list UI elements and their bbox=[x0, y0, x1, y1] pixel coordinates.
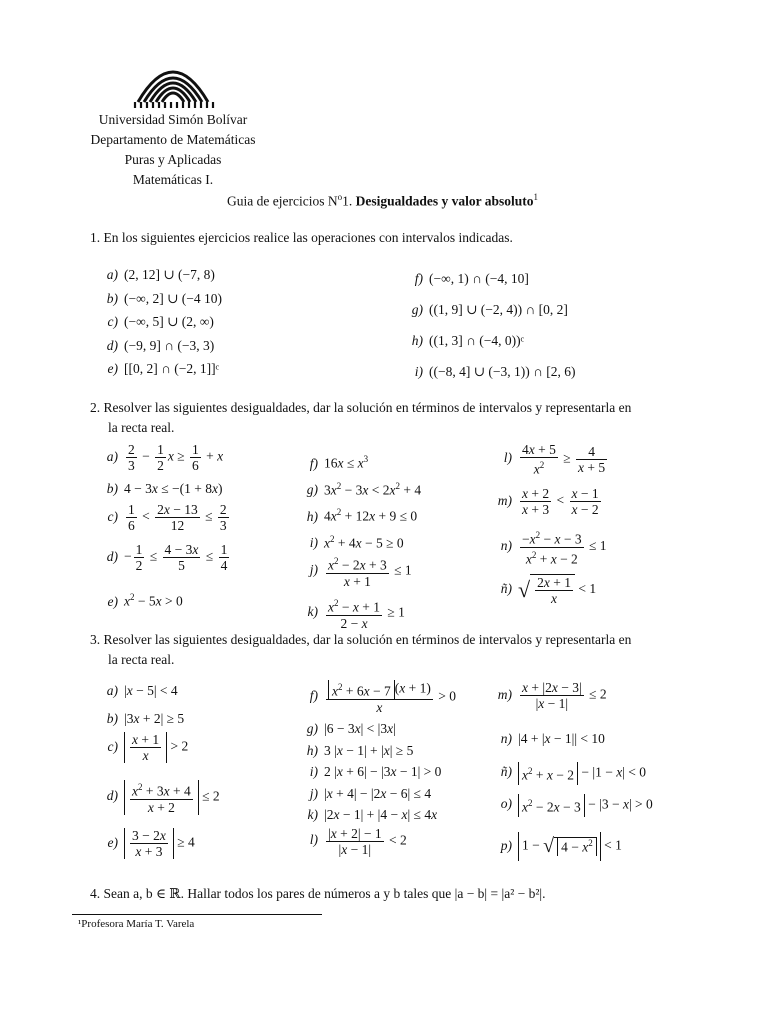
list-item: a) $\frac{2}{3}$ − $\frac{1}{2}$ x ≥ $\frac{1}{6}$ + x bbox=[106, 442, 224, 473]
list-item: h) ((1, 3] ∩ (−4, 0))ᶜ bbox=[411, 333, 525, 348]
list-item: e) [[0, 2] ∩ (−2, 1]]ᶜ bbox=[107, 361, 220, 376]
list-item: ñ) √ $\frac{2x + 1}{x}$ < 1 bbox=[500, 575, 597, 606]
q3-list bbox=[300, 718, 456, 826]
question-1-intro: 1. En los siguientes ejercicios realice las operaciones con intervalos indicadas. bbox=[90, 230, 513, 245]
list-item: h) 3 |x − 1| + |x| ≥ 5 bbox=[306, 742, 414, 758]
list-item: n) $\frac{-x^2 - x - 3}{x^2 + x - 2}$ ≤ 1 bbox=[500, 530, 607, 566]
division-name: Puras y Aplicadas bbox=[124, 152, 222, 167]
list-item: a) |x − 5| < 4 bbox=[106, 683, 178, 698]
list-item: i) 2 |x + 6| − |3x − 1| > 0 bbox=[309, 764, 442, 779]
list-item: m) $\frac{x + 2}{x + 3}$ < $\frac{x - 1}{x - 2}$ bbox=[497, 486, 599, 517]
list-item: l) $\frac{4x + 5}{x^2}$ ≥ $\frac{4}{x + 5}$ bbox=[503, 442, 606, 477]
list-item: g) ((1, 9] ∪ (−2, 4)) ∩ [0, 2] bbox=[411, 302, 568, 317]
question-2-intro: 2. Resolver las siguientes desigualdades, dar la solución en términos de intervalos y representarla en la recta real. bbox=[90, 400, 632, 435]
list-item: g) |6 − 3x| < |3x| bbox=[306, 721, 396, 736]
q2-col-l bbox=[494, 442, 609, 606]
list-item: k) |2x − 1| + |4 − x| ≤ 4x bbox=[307, 807, 438, 822]
footnote-rule bbox=[72, 914, 322, 915]
list-item: e) $\frac{3 - 2x}{x + 3}$ ≥ 4 bbox=[107, 828, 195, 859]
list-item: i) ((−8, 4] ∪ (−3, 1)) ∩ [2, 6) bbox=[414, 364, 576, 379]
q1-right-column bbox=[405, 263, 576, 387]
q3-col-a bbox=[100, 682, 220, 859]
list-item: b) (−∞, 2] ∪ (−4 10) bbox=[106, 290, 223, 306]
q2-col-f bbox=[300, 448, 421, 631]
list-item: ñ) $x^2 + x - 2 - |1 - x| < 0$ bbox=[494, 762, 653, 794]
header-block bbox=[60, 110, 286, 190]
university-logo bbox=[130, 52, 216, 108]
list-item: n) |4 + |x − 1|| < 10 bbox=[500, 731, 605, 746]
list-item: c) (−∞, 5] ∪ (2, ∞) bbox=[107, 314, 214, 329]
list-item: d) − $\frac{1}{2}$ ≤ $\frac{4 - 3x}{5}$ ≤ $\frac{1}{4}$ bbox=[106, 542, 228, 573]
page-title: Guia de ejercicios $N^o1$. Desigualdades y valor absoluto$^1$ bbox=[227, 192, 538, 209]
question-4: 4. Sean a, b ∈ ℝ. Hallar todos los pares de números a y b tales que |a − b| = |a² − b²|. bbox=[90, 886, 546, 901]
q2-col-a bbox=[100, 442, 231, 609]
list-item: e) $x^2 - 5x > 0$ bbox=[107, 592, 183, 609]
list-item: p) 1 − √ $4 - x^2 < 1$ bbox=[494, 832, 653, 861]
list-item: b) |3x + 2| ≥ 5 bbox=[106, 711, 185, 726]
list-item: c) $\frac{1}{6}$ < $\frac{2x - 13}{12}$ ≤ $\frac{2}{3}$ bbox=[107, 502, 227, 533]
footnote: ¹Profesora María T. Varela bbox=[78, 918, 195, 930]
list-item: c) $\frac{x + 1}{x}$ > 2 bbox=[107, 732, 189, 763]
list-item: d) $\frac{x^2 + 3x + 4}{x + 2}$ ≤ 2 bbox=[106, 782, 220, 815]
list-item: i) $x^2 + 4x - 5 \ge 0$ bbox=[309, 533, 404, 550]
list-item: f) $16x \le x^3$ bbox=[309, 454, 369, 471]
list-item: o) $x^2 - 2x - 3 - |3 - x| > 0$ bbox=[494, 794, 653, 832]
list-item: f) (−∞, 1) ∩ (−4, 10] bbox=[414, 271, 529, 286]
title-bold: Desigualdades y valor absoluto bbox=[355, 193, 534, 209]
list-item: f) $\frac{x^2 + 6x - 7 (x + 1)}{x}$ > 0 bbox=[309, 680, 456, 715]
list-item: j) |x + 4| − |2x − 6| ≤ 4 bbox=[309, 785, 432, 801]
course-name: Matemáticas I. bbox=[132, 172, 214, 187]
list-item: h) $4x^2 + 12x + 9 \le 0$ bbox=[306, 507, 418, 524]
list-item: g) $3x^2 - 3x < 2x^2 + 4$ bbox=[306, 480, 422, 497]
list-item: l) $\frac{|x + 2| - 1}{|x - 1|}$ < 2 bbox=[309, 825, 407, 857]
question-3-intro: 3. Resolver las siguientes desigualdades, dar la solución en términos de intervalos y representarla en la recta real. bbox=[90, 632, 632, 667]
list-item: b) 4 − 3x ≤ −(1 + 8x) bbox=[106, 481, 223, 496]
q3-col-f bbox=[300, 680, 456, 857]
q1-left-column bbox=[100, 263, 222, 381]
list-item: k) $\frac{x^2 - x + 1}{2 - x}$ ≥ 1 bbox=[307, 598, 405, 631]
university-name: Universidad Simón Bolívar bbox=[98, 112, 248, 127]
footnote-marker: 1 bbox=[533, 192, 538, 202]
q3-col-m bbox=[494, 680, 653, 861]
department-name: Departamento de Matemáticas bbox=[90, 132, 256, 147]
list-item: a) (2, 12] ∪ (−7, 8) bbox=[106, 267, 215, 282]
list-item: m) $\frac{x + |2x - 3|}{|x - 1|}$ ≤ 2 bbox=[497, 680, 607, 711]
list-item: j) $\frac{x^2 - 2x + 3}{x + 1}$ ≤ 1 bbox=[309, 556, 412, 589]
list-item: d) (−9, 9] ∩ (−3, 3) bbox=[106, 337, 215, 353]
